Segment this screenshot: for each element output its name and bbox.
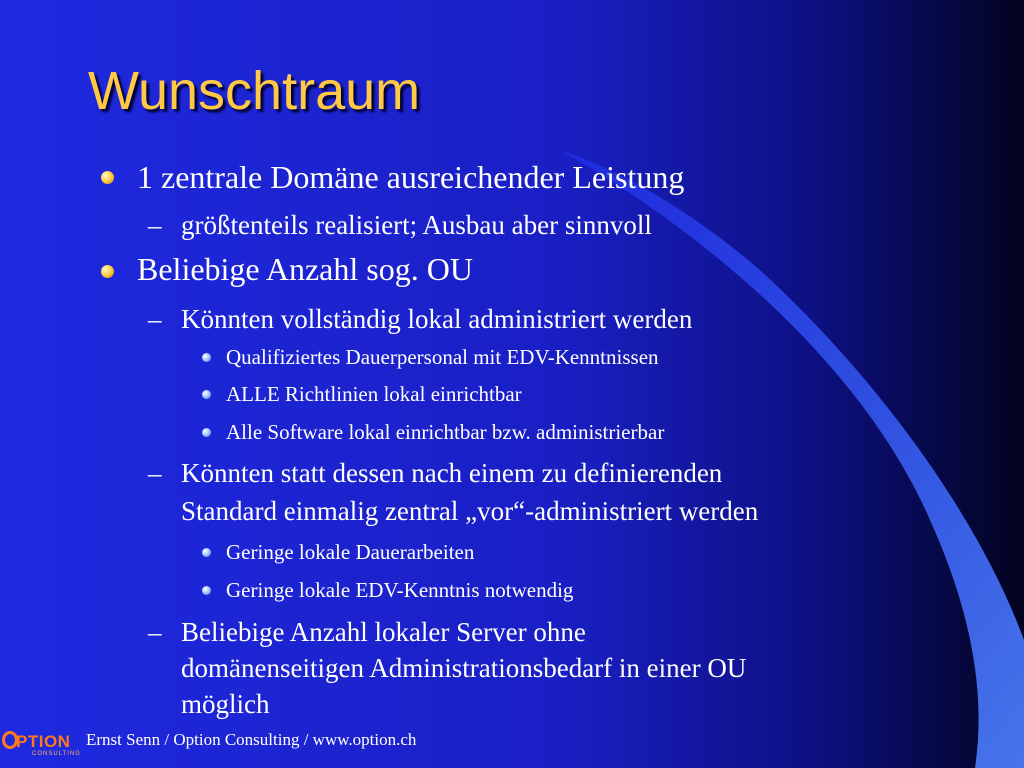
sub-bullet-text-continuation: möglich [181, 689, 270, 719]
sub-sub-bullet-icon [202, 586, 211, 595]
bullet-icon [101, 265, 114, 278]
sub-bullet-text-continuation: domänenseitigen Administrationsbedarf in einer OU [181, 653, 747, 683]
bullet-text: 1 zentrale Domäne ausreichender Leistung [137, 159, 685, 195]
sub-bullet-text: Könnten statt dessen nach einem zu definierenden [181, 458, 723, 488]
sub-sub-bullet-text: Geringe lokale Dauerarbeiten [226, 540, 475, 564]
dash-marker: – [148, 304, 162, 334]
sub-bullet-text: Könnten vollständig lokal administriert werden [181, 304, 693, 334]
sub-sub-bullet-icon [202, 428, 211, 437]
sub-sub-bullet-icon [202, 353, 211, 362]
bullet-text: Beliebige Anzahl sog. OU [137, 251, 473, 287]
sub-bullet-text-continuation: Standard einmalig zentral „vor“-administriert werden [181, 496, 759, 526]
sub-sub-bullet-icon [202, 548, 211, 557]
logo-subtext: CONSULTING [32, 751, 81, 757]
sub-bullet-text: größtenteils realisiert; Ausbau aber sinnvoll [181, 210, 652, 240]
option-consulting-logo [2, 730, 80, 760]
dash-marker: – [148, 210, 162, 240]
sub-sub-bullet-text: Alle Software lokal einrichtbar bzw. administrierbar [226, 420, 665, 444]
sub-sub-bullet-text: Geringe lokale EDV-Kenntnis notwendig [226, 578, 574, 602]
footer-text: Ernst Senn / Option Consulting / www.option.ch [86, 730, 417, 749]
sub-bullet-text: Beliebige Anzahl lokaler Server ohne [181, 617, 586, 647]
logo-text: PTION [16, 732, 71, 751]
slide-title: Wunschtraum [88, 61, 421, 121]
dash-marker: – [148, 458, 162, 488]
sub-sub-bullet-text: Qualifiziertes Dauerpersonal mit EDV-Kenntnissen [226, 345, 659, 369]
sub-sub-bullet-icon [202, 390, 211, 399]
dash-marker: – [148, 617, 162, 647]
sub-sub-bullet-text: ALLE Richtlinien lokal einrichtbar [226, 382, 522, 406]
bullet-icon [101, 171, 114, 184]
